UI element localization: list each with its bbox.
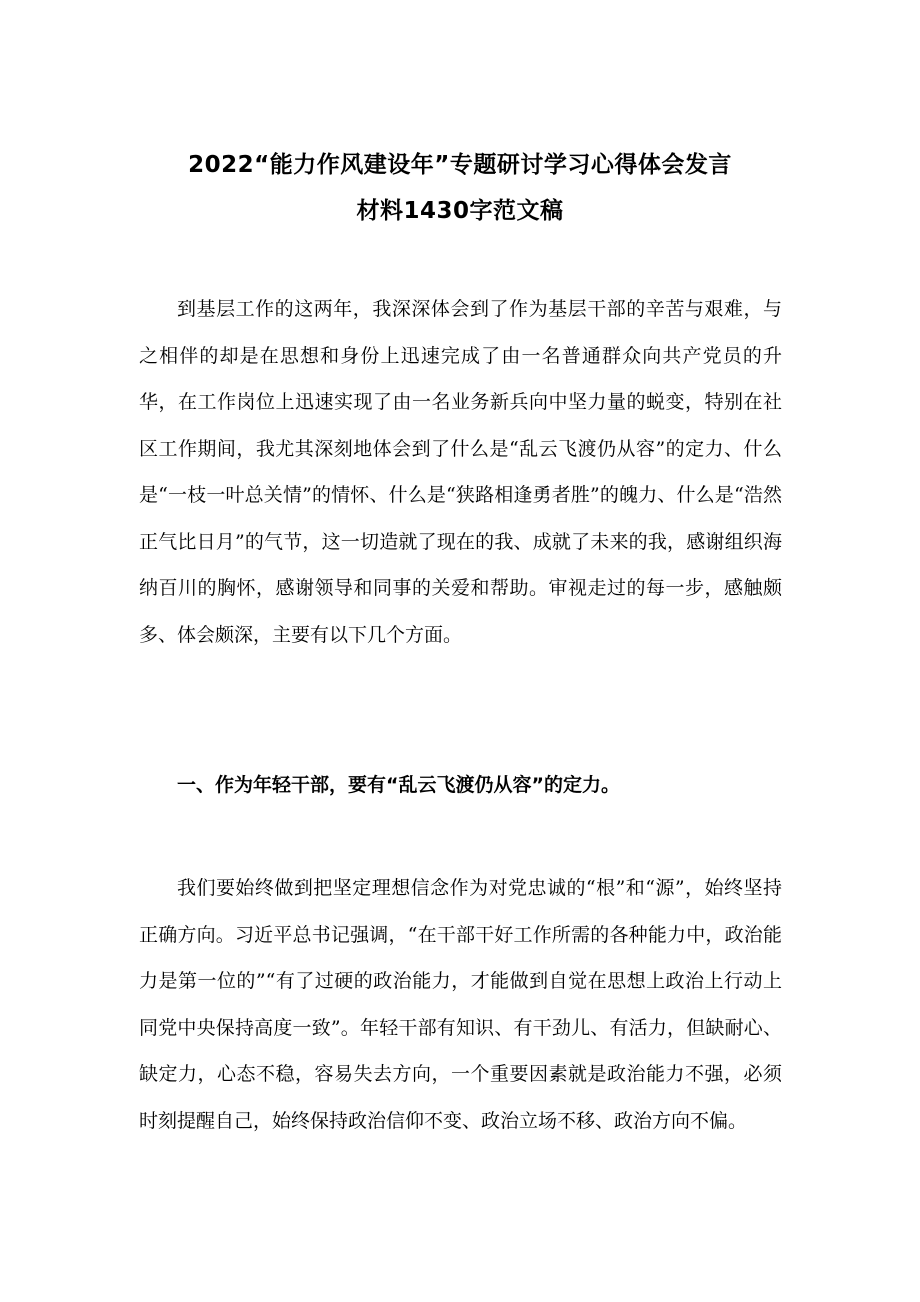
- intro-paragraph: 到基层工作的这两年，我深深体会到了作为基层干部的辛苦与艰难，与之相伴的却是在思想和身份上迅速完成了由一名普通群众向共产党员的升华，在工作岗位上迅速实现了由一名业务新兵向中坚力量的蜕变，特别在社区工作期间，我尤其深刻地体会到了什么是“乱云飞渡仍从容”的定力、什么是“一枝一叶总关情”的情怀、什么是“狭路相逢勇者胜”的魄力、什么是“浩然正气比日月”的气节，这一切造就了现在的我、成就了未来的我，感谢组织海纳百川的胸怀，感谢领导和同事的关爱和帮助。审视走过的每一步，感触颇多、体会颇深，主要有以下几个方面。: [139, 298, 782, 646]
- title-line-2: 材料1430字范文稿: [356, 198, 564, 224]
- section-1-paragraph: 我们要始终做到把坚定理想信念作为对党忠诚的“根”和“源”，始终坚持正确方向。习近平总书记强调，“在干部干好工作所需的各种能力中，政治能力是第一位的”“有了过硬的政治能力，才能做到自觉在思想上政治上行动上同党中央保持高度一致”。年轻干部有知识、有干劲儿、有活力，但缺耐心、缺定力，心态不稳，容易失去方向，一个重要因素就是政治能力不强，必须时刻提醒自己，始终保持政治信仰不变、政治立场不移、政治方向不偏。: [139, 877, 782, 1132]
- section-heading-1: 一、作为年轻干部，要有“乱云飞渡仍从容”的定力。: [177, 774, 620, 796]
- title-line-1: 2022“能力作风建设年”专题研讨学习心得体会发言: [188, 152, 732, 178]
- document-title: [100, 142, 820, 234]
